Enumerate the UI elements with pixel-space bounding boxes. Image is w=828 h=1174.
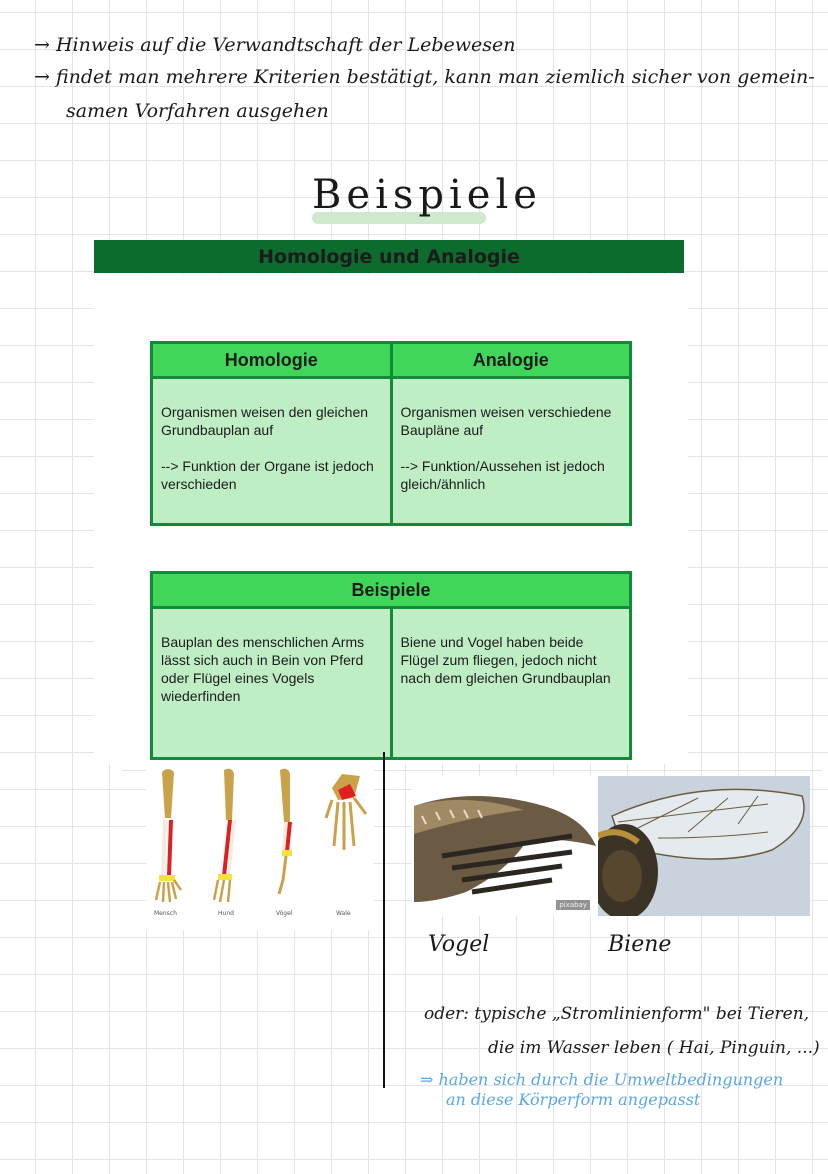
image-watermark: pixabay [556,900,590,910]
homologie-definition: Organismen weisen den gleichen Grundbauplan auf [161,404,369,438]
bird-wing-icon [412,776,598,916]
cell-analogie [391,378,631,525]
page-heading: Beispiele [312,172,542,218]
oder-line-1: oder: typische „Stromlinienform" bei Tieren, [424,1004,810,1024]
homologie-function: --> Funktion der Organe ist jedoch verschieden [161,458,374,492]
note-line-3: samen Vorfahren ausgehen [66,100,329,122]
cell-example-analogie: Biene und Vogel haben beide Flügel zum fliegen, jedoch nicht nach dem gleichen Grundbauplan [391,608,631,759]
arm-label-wale: Wale [336,910,351,917]
label-biene: Biene [608,932,672,957]
arm-label-mensch: Mensch [154,910,177,917]
analogie-definition: Organismen weisen verschiedene Baupläne auf [400,404,612,438]
header-analogie: Analogie [391,343,631,378]
label-vogel: Vogel [428,932,490,957]
arm-label-hund: Hund [218,910,234,917]
analogie-function: --> Funktion/Aussehen ist jedoch gleich/ähnlich [400,458,605,492]
header-homologie: Homologie [152,343,392,378]
oder-line-2: die im Wasser leben ( Hai, Pinguin, ...) [488,1038,820,1058]
conclusion-line-2: an diese Körperform angepasst [446,1090,701,1109]
arm-label-voegel: Vögel [276,910,293,917]
comparison-table [150,341,632,526]
header-beispiele: Beispiele [152,573,631,608]
column-divider-line [383,752,385,1088]
topic-banner: Homologie und Analogie [94,240,684,273]
bee-wing-icon [598,776,810,916]
note-line-1: → Hinweis auf die Verwandtschaft der Lebewesen [34,34,516,56]
arm-bones-illustration [146,762,374,930]
conclusion-line-1: ⇒ haben sich durch die Umweltbedingungen [420,1070,784,1089]
cell-example-homologie: Bauplan des menschlichen Arms lässt sich auch in Bein von Pferd oder Flügel eines Vogels wiederfinden [152,608,392,759]
cell-homologie [152,378,392,525]
bee-wing-photo [598,776,810,916]
note-line-2: → findet man mehrere Kriterien bestätigt, kann man ziemlich sicher von gemein- [34,66,815,88]
examples-table [150,571,632,760]
bird-wing-photo [412,776,598,916]
forelimb-bones-icon [146,762,374,912]
